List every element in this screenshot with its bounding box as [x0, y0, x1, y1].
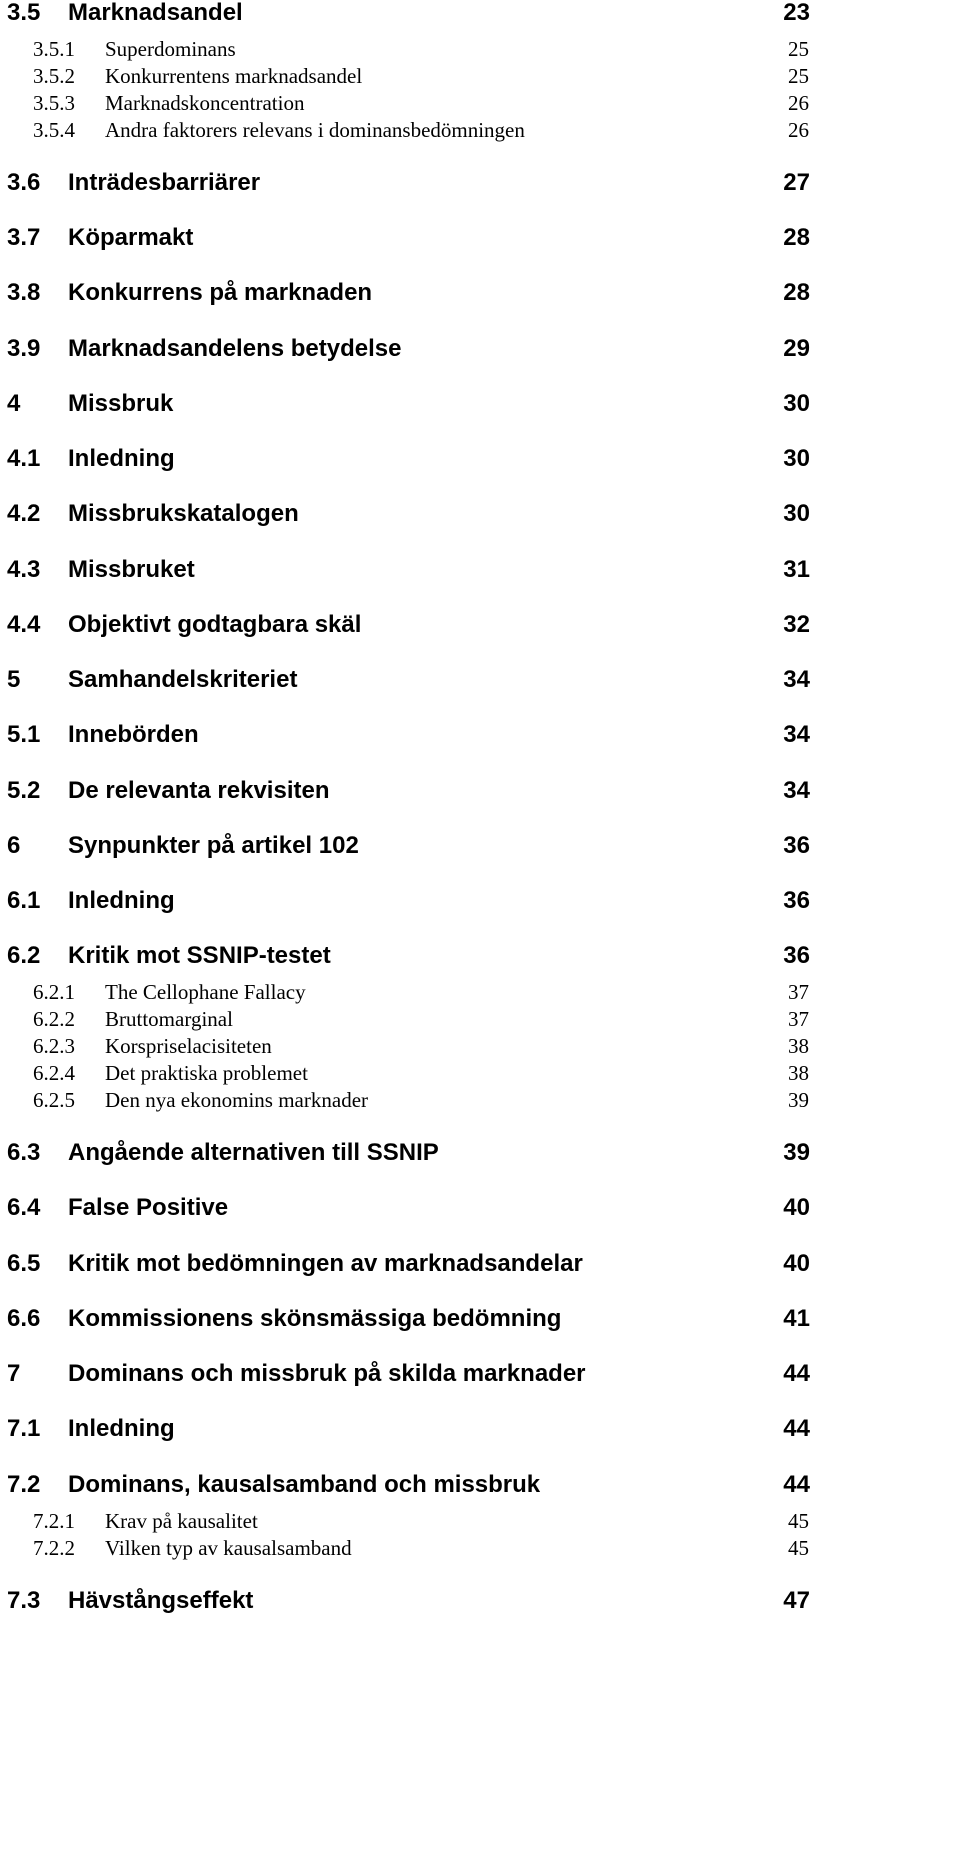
- entry-number: 3.5.2: [33, 64, 75, 88]
- entry-title: Marknadsandel: [68, 0, 243, 26]
- entry-title: Dominans och missbruk på skilda marknader: [68, 1360, 586, 1387]
- entry-title: Inträdesbarriärer: [68, 169, 261, 196]
- toc-entry[interactable]: [0, 555, 960, 595]
- entry-title: Kritik mot bedömningen av marknadsandelar: [68, 1250, 583, 1277]
- entry-number: 4.4: [7, 611, 41, 638]
- entry-number: 5.2: [7, 777, 41, 804]
- toc-entry[interactable]: [0, 886, 960, 926]
- entry-number: 7.2.2: [33, 1536, 75, 1560]
- entry-number: 6.3: [7, 1139, 41, 1166]
- entry-page: 26: [788, 91, 809, 115]
- entry-page: 37: [788, 980, 809, 1004]
- toc-entry[interactable]: [0, 941, 960, 981]
- toc-entry[interactable]: [0, 1304, 960, 1344]
- entry-title: Hävstångseffekt: [68, 1587, 254, 1614]
- entry-title: Bruttomarginal: [105, 1007, 233, 1031]
- toc-entry[interactable]: [0, 168, 960, 208]
- toc-entry[interactable]: [0, 1193, 960, 1233]
- entry-page: 27: [783, 169, 810, 196]
- entry-title: Inledning: [68, 1415, 175, 1442]
- entry-page: 47: [783, 1587, 810, 1614]
- entry-title: Innebörden: [68, 721, 199, 748]
- toc-entry[interactable]: [0, 1138, 960, 1178]
- entry-page: 28: [783, 279, 810, 306]
- entry-title: Objektivt godtagbara skäl: [68, 611, 362, 638]
- entry-page: 40: [783, 1194, 810, 1221]
- entry-page: 36: [783, 942, 810, 969]
- entry-title: Köparmakt: [68, 224, 194, 251]
- entry-number: 3.9: [7, 335, 41, 362]
- entry-page: 44: [783, 1471, 810, 1498]
- entry-number: 6.2.4: [33, 1061, 75, 1085]
- entry-page: 30: [783, 500, 810, 527]
- entry-page: 26: [788, 118, 809, 142]
- entry-number: 6: [7, 832, 21, 859]
- toc-entry[interactable]: [0, 444, 960, 484]
- toc-entry[interactable]: [0, 776, 960, 816]
- entry-number: 6.2.5: [33, 1088, 75, 1112]
- entry-title: False Positive: [68, 1194, 229, 1221]
- entry-number: 3.5.1: [33, 37, 75, 61]
- entry-number: 3.6: [7, 169, 41, 196]
- entry-page: 36: [783, 887, 810, 914]
- toc-entry[interactable]: [0, 831, 960, 871]
- entry-page: 28: [783, 224, 810, 251]
- entry-number: 3.5.3: [33, 91, 75, 115]
- entry-title: Det praktiska problemet: [105, 1061, 308, 1085]
- entry-number: 6.2.2: [33, 1007, 75, 1031]
- entry-title: Samhandelskriteriet: [68, 666, 298, 693]
- toc-entry[interactable]: [0, 1470, 960, 1510]
- entry-number: 6.2: [7, 942, 41, 969]
- entry-number: 7.2: [7, 1471, 41, 1498]
- entry-number: 3.5.4: [33, 118, 75, 142]
- entry-title: Andra faktorers relevans i dominansbedömningen: [105, 118, 525, 142]
- entry-page: 39: [783, 1139, 810, 1166]
- entry-number: 4.2: [7, 500, 41, 527]
- entry-title: Korspriselacisiteten: [105, 1034, 272, 1058]
- entry-page: 34: [783, 666, 810, 693]
- entry-page: 32: [783, 611, 810, 638]
- entry-title: Marknadsandelens betydelse: [68, 335, 402, 362]
- entry-title: Inledning: [68, 887, 175, 914]
- entry-title: Konkurrentens marknadsandel: [105, 64, 363, 88]
- entry-page: 39: [788, 1088, 809, 1112]
- entry-number: 6.2.3: [33, 1034, 75, 1058]
- entry-page: 38: [788, 1034, 809, 1058]
- entry-number: 5.1: [7, 721, 41, 748]
- entry-title: Superdominans: [105, 37, 236, 61]
- entry-page: 36: [783, 832, 810, 859]
- entry-title: Dominans, kausalsamband och missbruk: [68, 1471, 541, 1498]
- entry-number: 4: [7, 390, 21, 417]
- entry-title: Missbrukskatalogen: [68, 500, 299, 527]
- entry-title: Angående alternativen till SSNIP: [68, 1139, 439, 1166]
- entry-number: 6.5: [7, 1250, 41, 1277]
- entry-title: Konkurrens på marknaden: [68, 279, 373, 306]
- toc-entry[interactable]: [0, 1586, 960, 1626]
- entry-number: 7.2.1: [33, 1509, 75, 1533]
- entry-title: Den nya ekonomins marknader: [105, 1088, 369, 1112]
- entry-page: 41: [783, 1305, 810, 1332]
- toc-entry[interactable]: [0, 665, 960, 705]
- toc-entry[interactable]: [0, 334, 960, 374]
- toc-entry[interactable]: [0, 117, 960, 157]
- entry-title: Inledning: [68, 445, 175, 472]
- toc-entry[interactable]: [0, 223, 960, 263]
- entry-page: 38: [788, 1061, 809, 1085]
- toc-entry[interactable]: [0, 278, 960, 318]
- entry-title: De relevanta rekvisiten: [68, 777, 330, 804]
- toc-entry[interactable]: [0, 1087, 960, 1127]
- entry-page: 31: [783, 556, 810, 583]
- entry-page: 44: [783, 1360, 810, 1387]
- entry-page: 37: [788, 1007, 809, 1031]
- entry-title: Missbruk: [68, 390, 174, 417]
- entry-page: 30: [783, 445, 810, 472]
- entry-page: 34: [783, 721, 810, 748]
- entry-page: 25: [788, 37, 809, 61]
- entry-title: Missbruket: [68, 556, 195, 583]
- toc-entry[interactable]: [0, 1249, 960, 1289]
- entry-page: 45: [788, 1509, 809, 1533]
- entry-page: 40: [783, 1250, 810, 1277]
- entry-number: 5: [7, 666, 21, 693]
- entry-title: Krav på kausalitet: [105, 1509, 258, 1533]
- entry-number: 6.4: [7, 1194, 41, 1221]
- toc-entry[interactable]: [0, 389, 960, 429]
- entry-page: 34: [783, 777, 810, 804]
- entry-number: 3.5: [7, 0, 41, 26]
- entry-title: Synpunkter på artikel 102: [68, 832, 359, 859]
- entry-page: 30: [783, 390, 810, 417]
- toc-entry[interactable]: [0, 1535, 960, 1575]
- toc-entry[interactable]: [0, 499, 960, 539]
- entry-number: 3.7: [7, 224, 41, 251]
- entry-number: 3.8: [7, 279, 41, 306]
- entry-title: Kritik mot SSNIP-testet: [68, 942, 331, 969]
- toc-entry[interactable]: [0, 0, 960, 38]
- entry-title: Marknadskoncentration: [105, 91, 305, 115]
- entry-page: 45: [788, 1536, 809, 1560]
- toc-entry[interactable]: [0, 1414, 960, 1454]
- entry-page: 29: [783, 335, 810, 362]
- entry-title: The Cellophane Fallacy: [105, 980, 306, 1004]
- toc-entry[interactable]: [0, 1359, 960, 1399]
- entry-number: 7: [7, 1360, 21, 1387]
- entry-page: 25: [788, 64, 809, 88]
- entry-page: 44: [783, 1415, 810, 1442]
- entry-number: 7.3: [7, 1587, 41, 1614]
- entry-number: 7.1: [7, 1415, 41, 1442]
- entry-number: 6.6: [7, 1305, 41, 1332]
- toc-entry[interactable]: [0, 610, 960, 650]
- entry-title: Kommissionens skönsmässiga bedömning: [68, 1305, 562, 1332]
- entry-number: 6.1: [7, 887, 41, 914]
- entry-page: 23: [783, 0, 810, 26]
- toc-entry[interactable]: [0, 720, 960, 760]
- entry-number: 6.2.1: [33, 980, 75, 1004]
- entry-title: Vilken typ av kausalsamband: [105, 1536, 352, 1560]
- entry-number: 4.1: [7, 445, 41, 472]
- entry-number: 4.3: [7, 556, 41, 583]
